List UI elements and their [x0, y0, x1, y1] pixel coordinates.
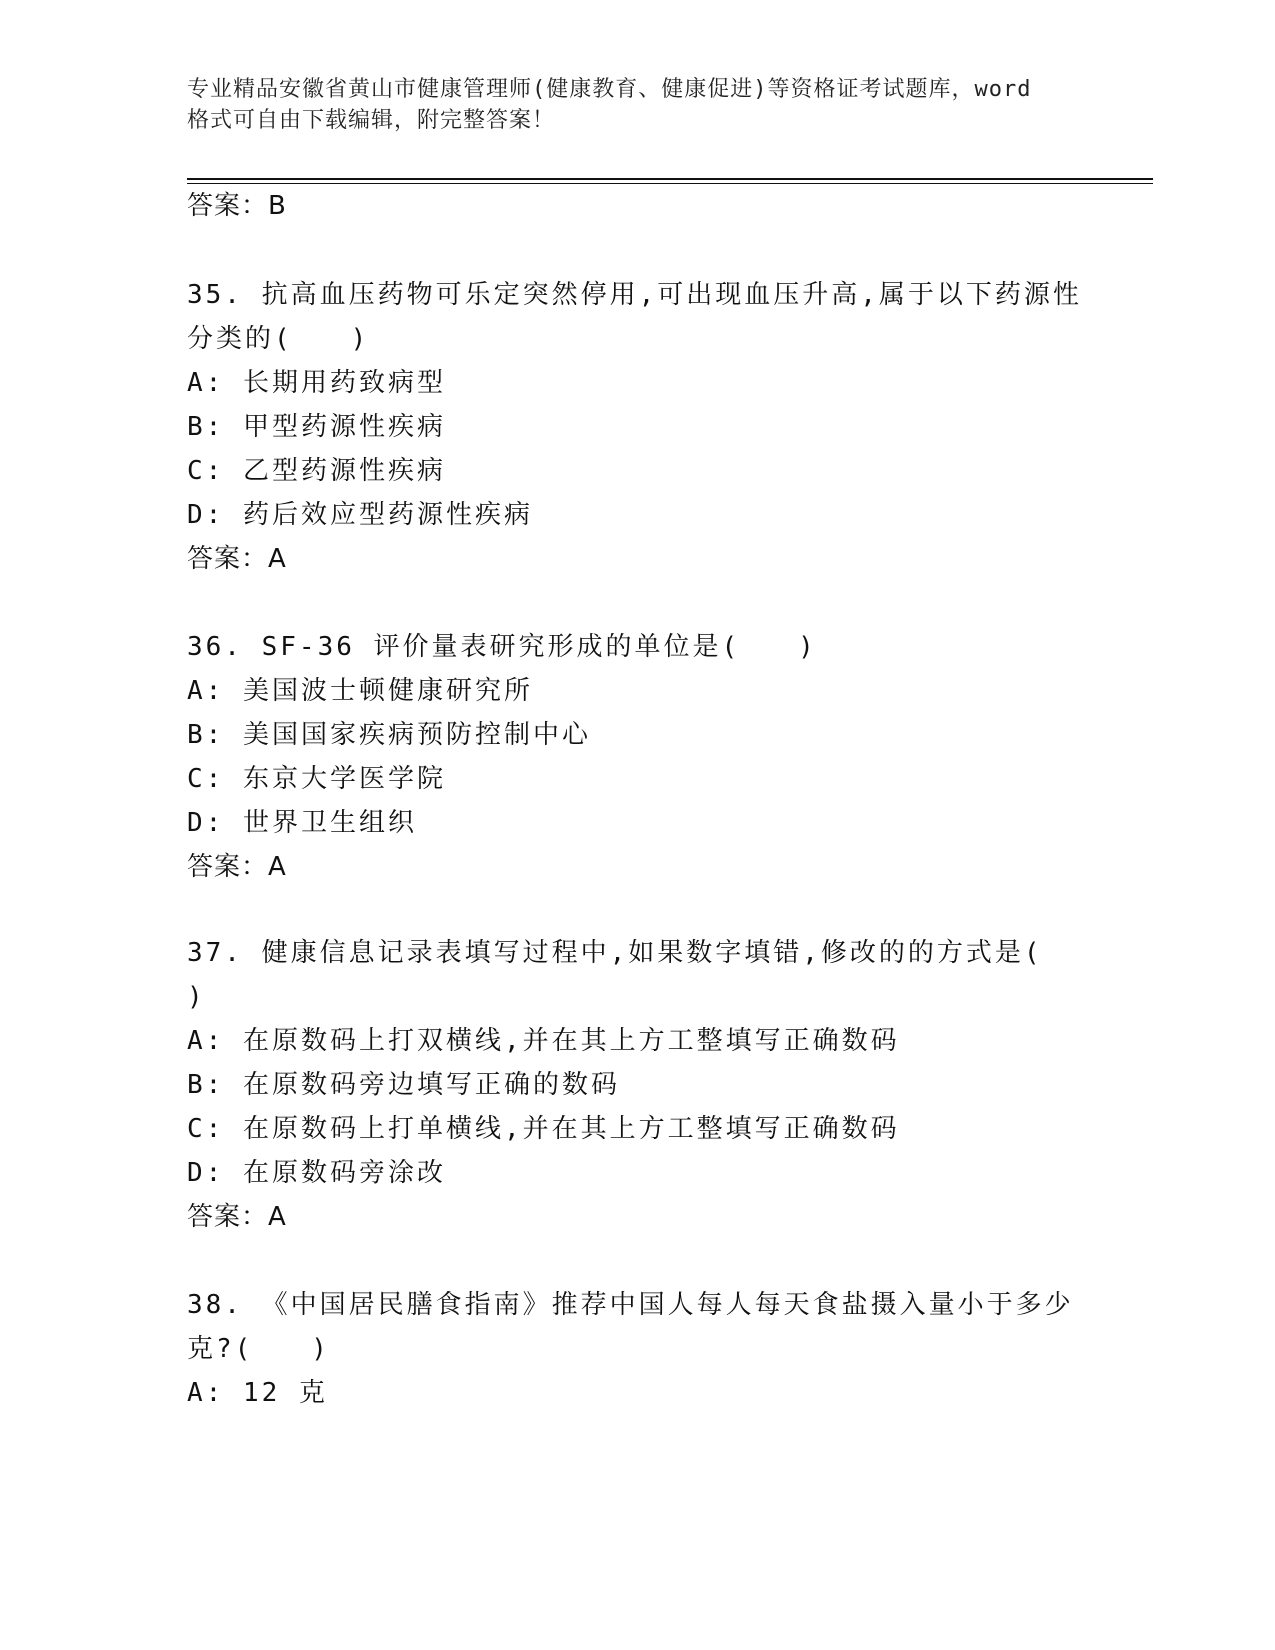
question-35-option-d: D: 药后效应型药源性疾病 — [187, 500, 533, 530]
question-37-option-d: D: 在原数码旁涂改 — [187, 1158, 446, 1188]
question-36-option-c: C: 东京大学医学院 — [187, 764, 446, 794]
header-divider-thick — [187, 178, 1153, 180]
question-36-stem-line-1: 36. SF-36 评价量表研究形成的单位是( ) — [187, 632, 817, 662]
question-36-option-a: A: 美国波士顿健康研究所 — [187, 676, 533, 706]
question-36-option-d: D: 世界卫生组织 — [187, 808, 417, 838]
question-35-option-a: A: 长期用药致病型 — [187, 368, 446, 398]
question-35-stem-line-2: 分类的( ) — [187, 324, 370, 354]
header-line-2: 格式可自由下载编辑，附完整答案！ — [187, 108, 556, 133]
header-line-1: 专业精品安徽省黄山市健康管理师(健康教育、健康促进)等资格证考试题库，word — [187, 77, 1032, 102]
question-36-option-b: B: 美国国家疾病预防控制中心 — [187, 720, 591, 750]
header-divider-thin — [187, 183, 1153, 184]
question-37-option-b: B: 在原数码旁边填写正确的数码 — [187, 1070, 620, 1100]
question-38-option-a: A: 12 克 — [187, 1378, 328, 1408]
question-37-option-a: A: 在原数码上打双横线,并在其上方工整填写正确数码 — [187, 1026, 900, 1056]
question-37-option-c: C: 在原数码上打单横线,并在其上方工整填写正确数码 — [187, 1114, 900, 1144]
question-36-answer: 答案：A — [187, 852, 287, 882]
document-header — [187, 74, 1087, 136]
previous-answer: 答案：B — [187, 191, 287, 221]
question-35-option-c: C: 乙型药源性疾病 — [187, 456, 446, 486]
question-35-option-b: B: 甲型药源性疾病 — [187, 412, 446, 442]
question-37-answer: 答案：A — [187, 1202, 287, 1232]
question-35-answer: 答案：A — [187, 544, 287, 574]
question-37-stem-line-1: 37. 健康信息记录表填写过程中,如果数字填错,修改的的方式是( — [187, 938, 1043, 968]
question-38-stem-line-2: 克?( ) — [187, 1334, 330, 1364]
question-38-stem-line-1: 38. 《中国居民膳食指南》推荐中国人每人每天食盐摄入量小于多少 — [187, 1290, 1074, 1320]
question-35-stem-line-1: 35. 抗高血压药物可乐定突然停用,可出现血压升高,属于以下药源性 — [187, 280, 1082, 310]
question-37-stem-line-2: ) — [187, 982, 206, 1012]
